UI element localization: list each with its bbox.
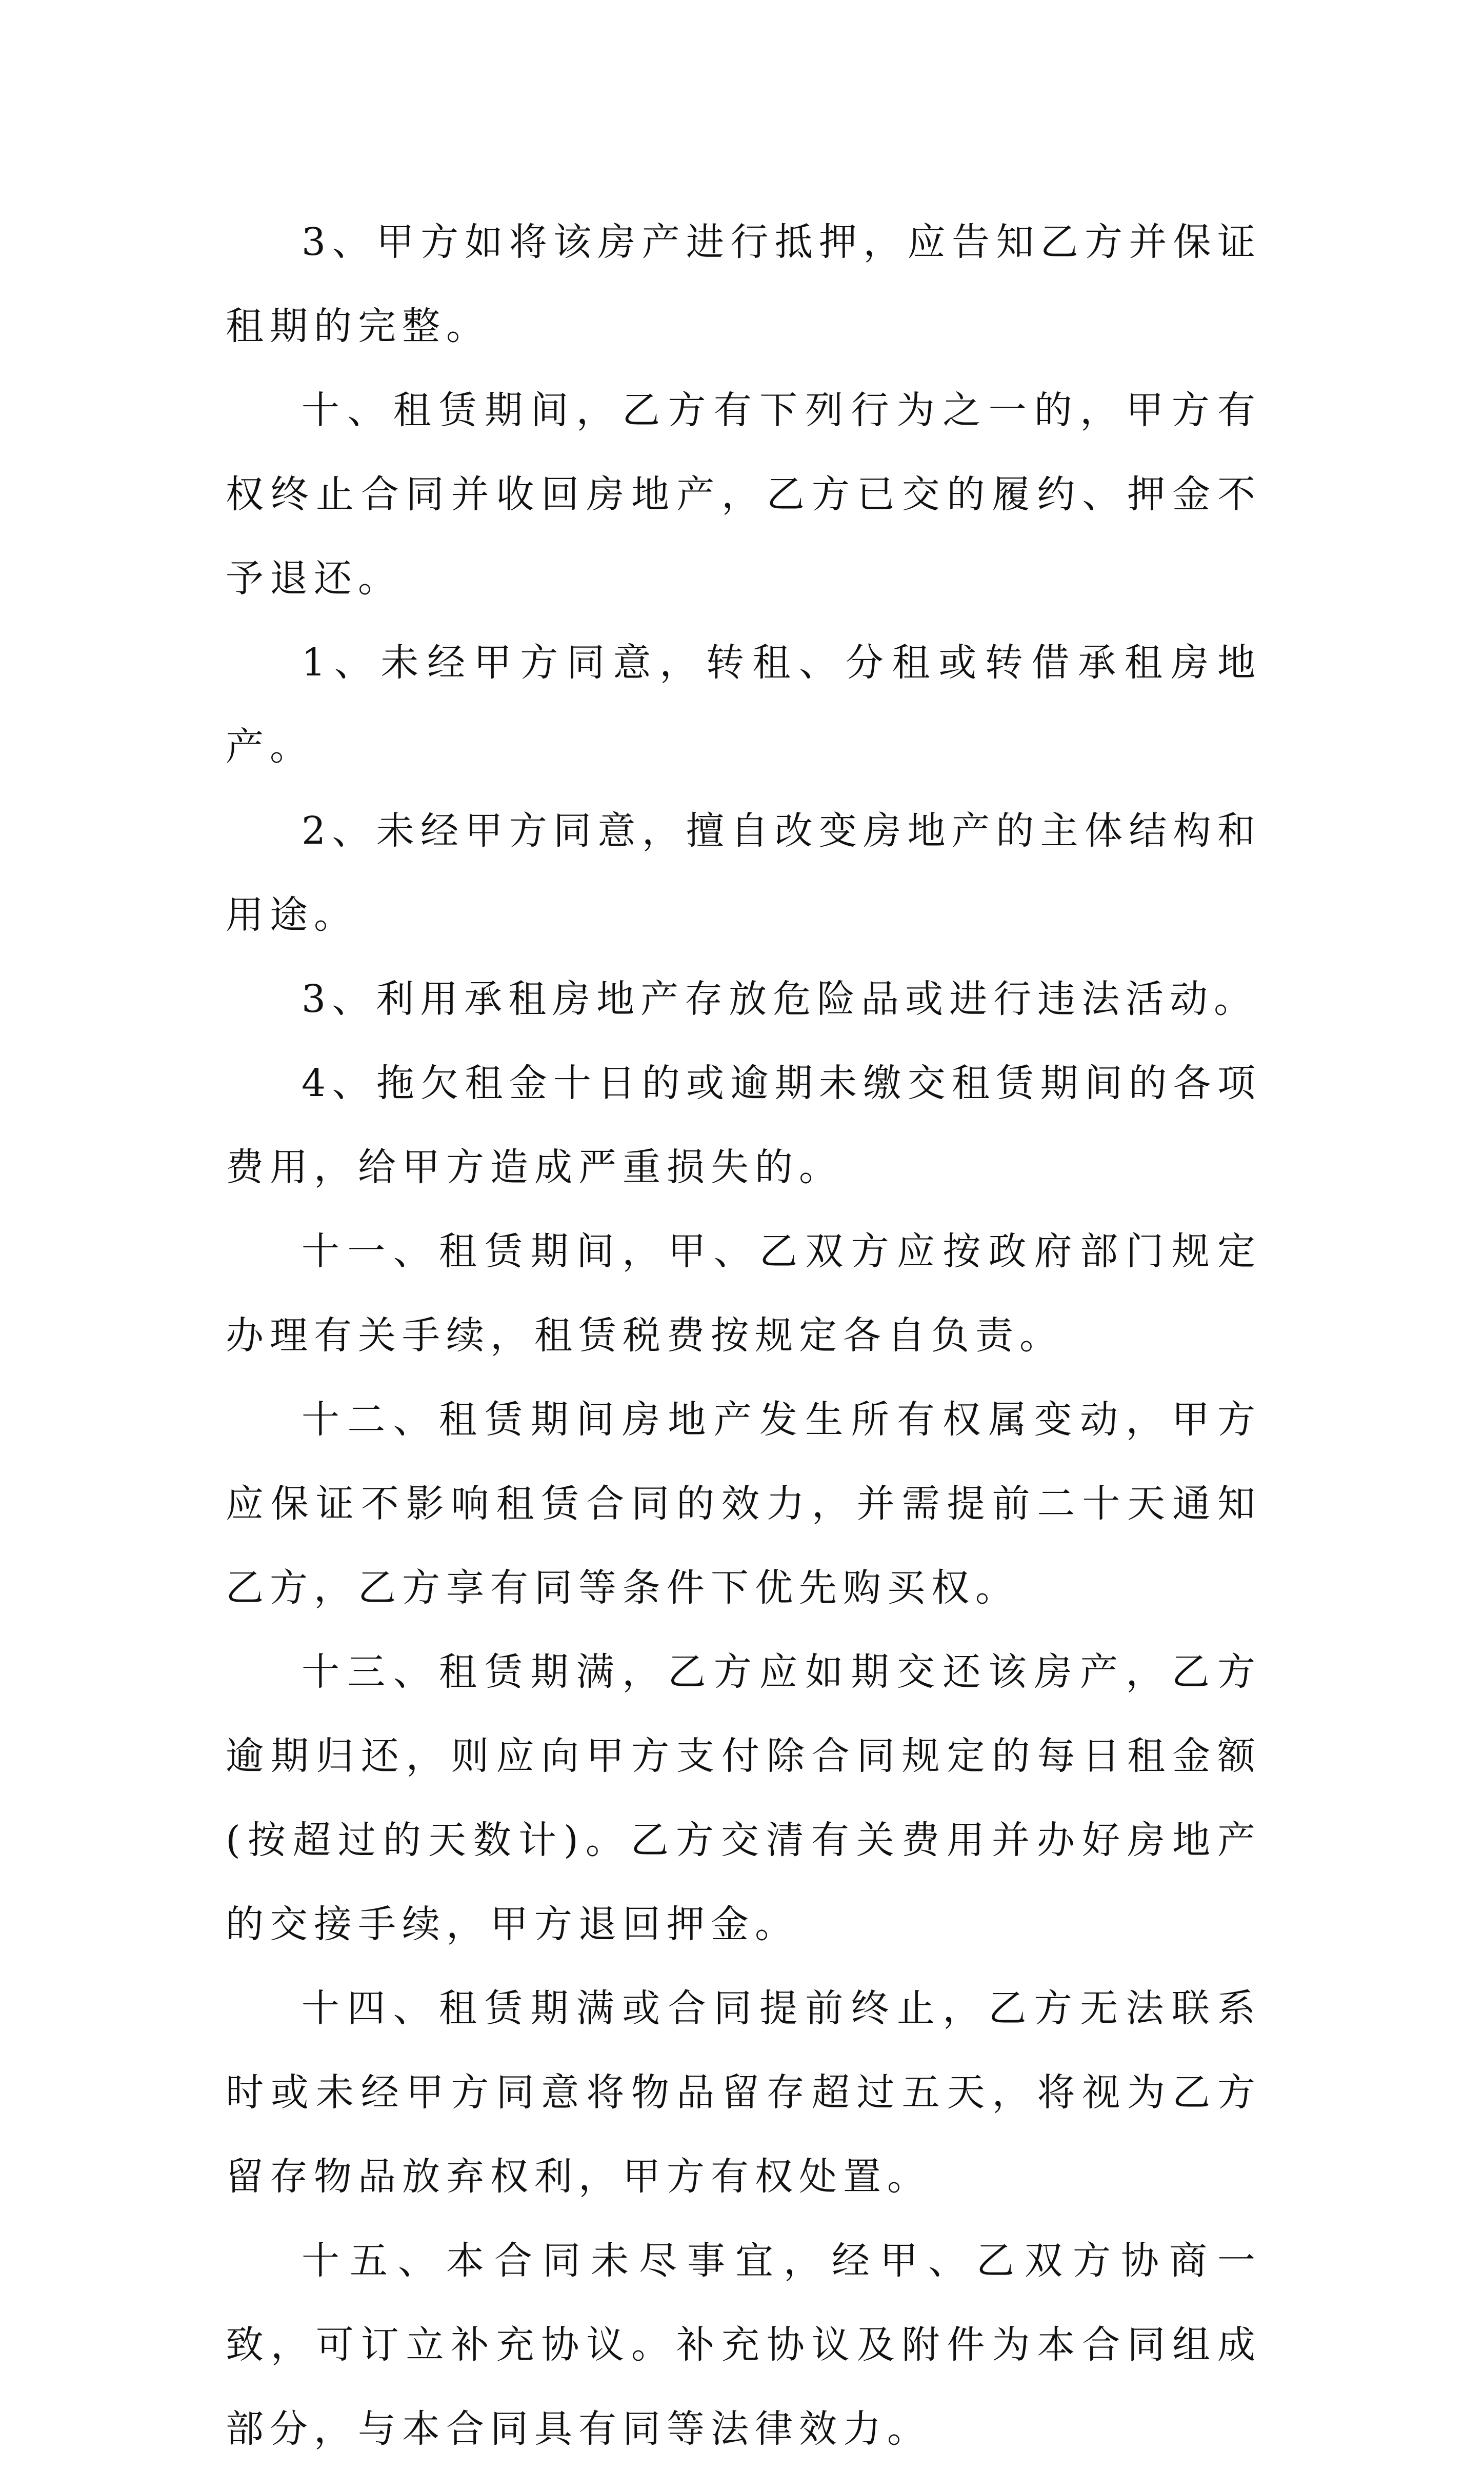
paragraph-clause-10-item-1: 1、未经甲方同意，转租、分租或转借承租房地产。 <box>226 641 1261 769</box>
paragraph-mortgage-clause: 3、甲方如将该房产进行抵押，应告知乙方并保证租期的完整。 <box>226 220 1261 348</box>
paragraph-clause-10-item-2: 2、未经甲方同意，擅自改变房地产的主体结构和用途。 <box>226 809 1261 937</box>
paragraph-clause-10: 十、租赁期间，乙方有下列行为之一的，甲方有权终止合同并收回房地产，乙方已交的履约、押金不予退还。 <box>226 388 1261 601</box>
paragraph-clause-10-item-4: 4、拖欠租金十日的或逾期未缴交租赁期间的各项费用，给甲方造成严重损失的。 <box>226 1061 1261 1189</box>
paragraph-clause-10-item-3: 3、利用承租房地产存放危险品或进行违法活动。 <box>302 977 1258 1021</box>
document-body <box>226 200 1261 2471</box>
paragraph-clause-14: 十四、租赁期满或合同提前终止，乙方无法联系时或未经甲方同意将物品留存超过五天，将视为乙方留存物品放弃权利，甲方有权处置。 <box>226 1986 1261 2199</box>
paragraph-clause-11: 十一、租赁期间，甲、乙双方应按政府部门规定办理有关手续，租赁税费按规定各自负责。 <box>226 1229 1261 1358</box>
paragraph-clause-15: 十五、本合同未尽事宜，经甲、乙双方协商一致，可订立补充协议。补充协议及附件为本合同组成部分，与本合同具有同等法律效力。 <box>226 2239 1261 2451</box>
paragraph-clause-12: 十二、租赁期间房地产发生所有权属变动，甲方应保证不影响租赁合同的效力，并需提前二十天通知乙方，乙方享有同等条件下优先购买权。 <box>226 1398 1261 1610</box>
paragraph-clause-13: 十三、租赁期满，乙方应如期交还该房产，乙方逾期归还，则应向甲方支付除合同规定的每日租金额(按超过的天数计)。乙方交清有关费用并办好房地产的交接手续，甲方退回押金。 <box>226 1650 1261 1946</box>
